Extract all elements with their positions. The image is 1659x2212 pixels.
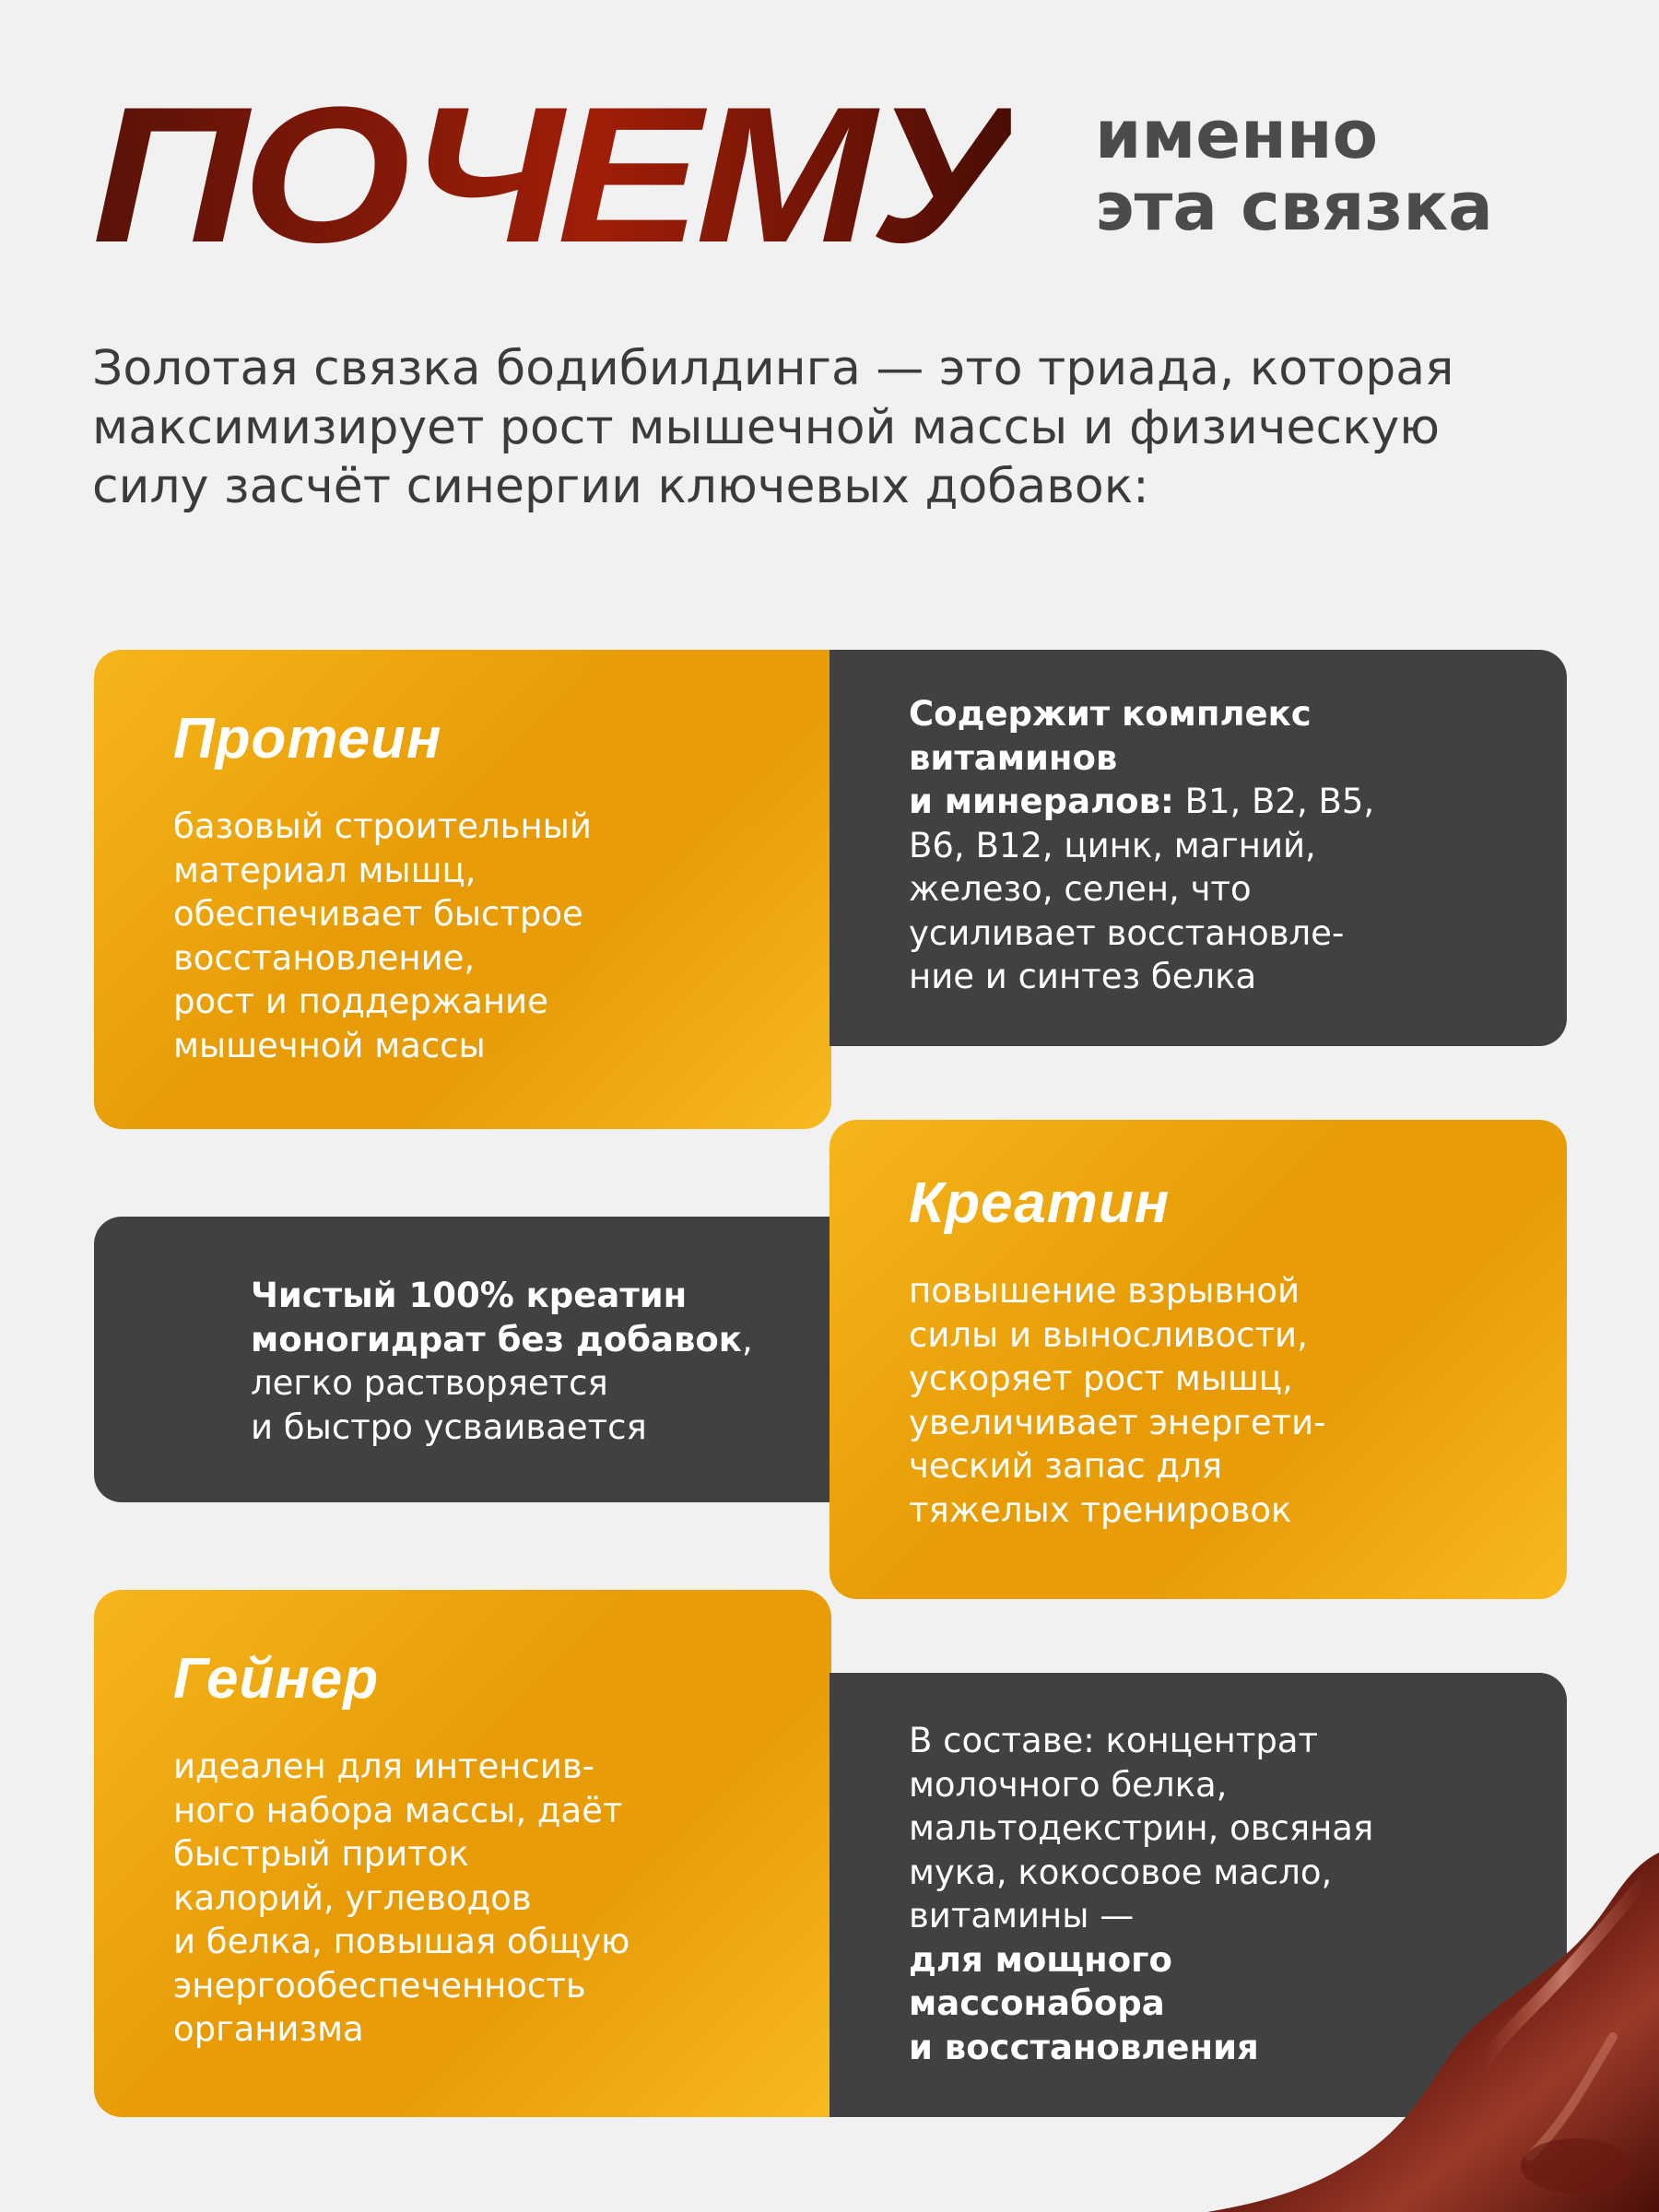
text-line: мышечной массы xyxy=(173,1025,486,1065)
text-line: B1, B2, B5, xyxy=(1173,782,1375,821)
header xyxy=(92,66,1585,283)
text-line: легко растворяется xyxy=(251,1363,608,1403)
text-line: ческий запас для xyxy=(909,1446,1222,1486)
text-line: мука, кокосовое масло, xyxy=(909,1852,1333,1892)
text-bold: Чистый 100% креатин xyxy=(251,1276,688,1315)
text-line: идеален для интенсив- xyxy=(173,1747,594,1786)
card-title-gainer: Гейнер xyxy=(173,1647,380,1711)
text-line: калорий, углеводов xyxy=(173,1877,532,1918)
text-line: ного набора массы, даёт xyxy=(173,1790,623,1830)
page-title: ПОЧЕМУ xyxy=(92,66,1011,283)
card-protein xyxy=(94,650,831,1129)
text-line: и белка, повышая общую xyxy=(173,1922,630,1961)
text-line: молочного белка, xyxy=(909,1764,1228,1805)
text-line: ускоряет рост мышц, xyxy=(909,1359,1293,1398)
text-line: В составе: концентрат xyxy=(909,1721,1319,1760)
card-text-protein-info xyxy=(909,692,1530,999)
text-bold: и восстановления xyxy=(909,2027,1259,2067)
text-line: ние и синтез белка xyxy=(909,957,1257,996)
card-creatine-info xyxy=(94,1217,831,1502)
text-bold: массонабора xyxy=(909,1983,1165,2023)
card-text-protein xyxy=(173,805,794,1067)
card-text-creatine-info xyxy=(251,1274,794,1449)
text-line: силы и выносливости, xyxy=(909,1314,1308,1355)
text-line: быстрый приток xyxy=(173,1834,469,1874)
text-bold: для мощного xyxy=(909,1939,1172,1980)
text-line: организма xyxy=(173,2009,364,2049)
text-bold: Содержит комплекс xyxy=(909,694,1312,734)
text-bold: и минералов: xyxy=(909,782,1174,821)
chocolate-splash-icon xyxy=(1180,1733,1659,2212)
text-bold: моногидрат без добавок xyxy=(251,1319,742,1359)
text-line: и быстро усваивается xyxy=(251,1406,647,1447)
card-protein-info xyxy=(830,650,1567,1046)
card-title-creatine: Креатин xyxy=(909,1171,1171,1235)
text-line: материал мышц, xyxy=(173,850,477,890)
text-line: тяжелых тренировок xyxy=(909,1489,1292,1530)
card-text-creatine xyxy=(909,1269,1530,1532)
text-bold: витаминов xyxy=(909,737,1118,778)
card-gainer xyxy=(94,1590,831,2117)
text-line: железо, селен, что xyxy=(909,869,1252,909)
page-subtitle xyxy=(1095,96,1493,245)
text-line: повышение взрывной xyxy=(909,1271,1300,1311)
text-line: обеспечивает быстрое xyxy=(173,894,583,934)
subtitle-line-1: именно xyxy=(1095,96,1379,173)
text-line: рост и поддержание xyxy=(173,982,548,1021)
text-line: витамины — xyxy=(909,1896,1135,1936)
text-line: мальтодекстрин, овсяная xyxy=(909,1808,1374,1848)
card-creatine xyxy=(830,1120,1567,1599)
text-line: B6, B12, цинк, магний, xyxy=(909,825,1316,865)
text-line: , xyxy=(741,1319,753,1359)
text-line: усиливает восстановле- xyxy=(909,912,1345,953)
card-text-gainer xyxy=(173,1745,794,2052)
card-title-protein: Протеин xyxy=(173,707,442,771)
text-line: увеличивает энергети- xyxy=(909,1402,1326,1442)
text-line: энергообеспеченность xyxy=(173,1965,586,2006)
subtitle-line-2: эта связка xyxy=(1095,168,1493,245)
intro-paragraph: Золотая связка бодибилдинга — это триада, которая максимизирует рост мышечной массы и физическую силу засчёт синергии ключевых добавок: xyxy=(92,341,1454,514)
text-line: базовый строительный xyxy=(173,806,592,846)
text-line: восстановление, xyxy=(173,937,476,978)
